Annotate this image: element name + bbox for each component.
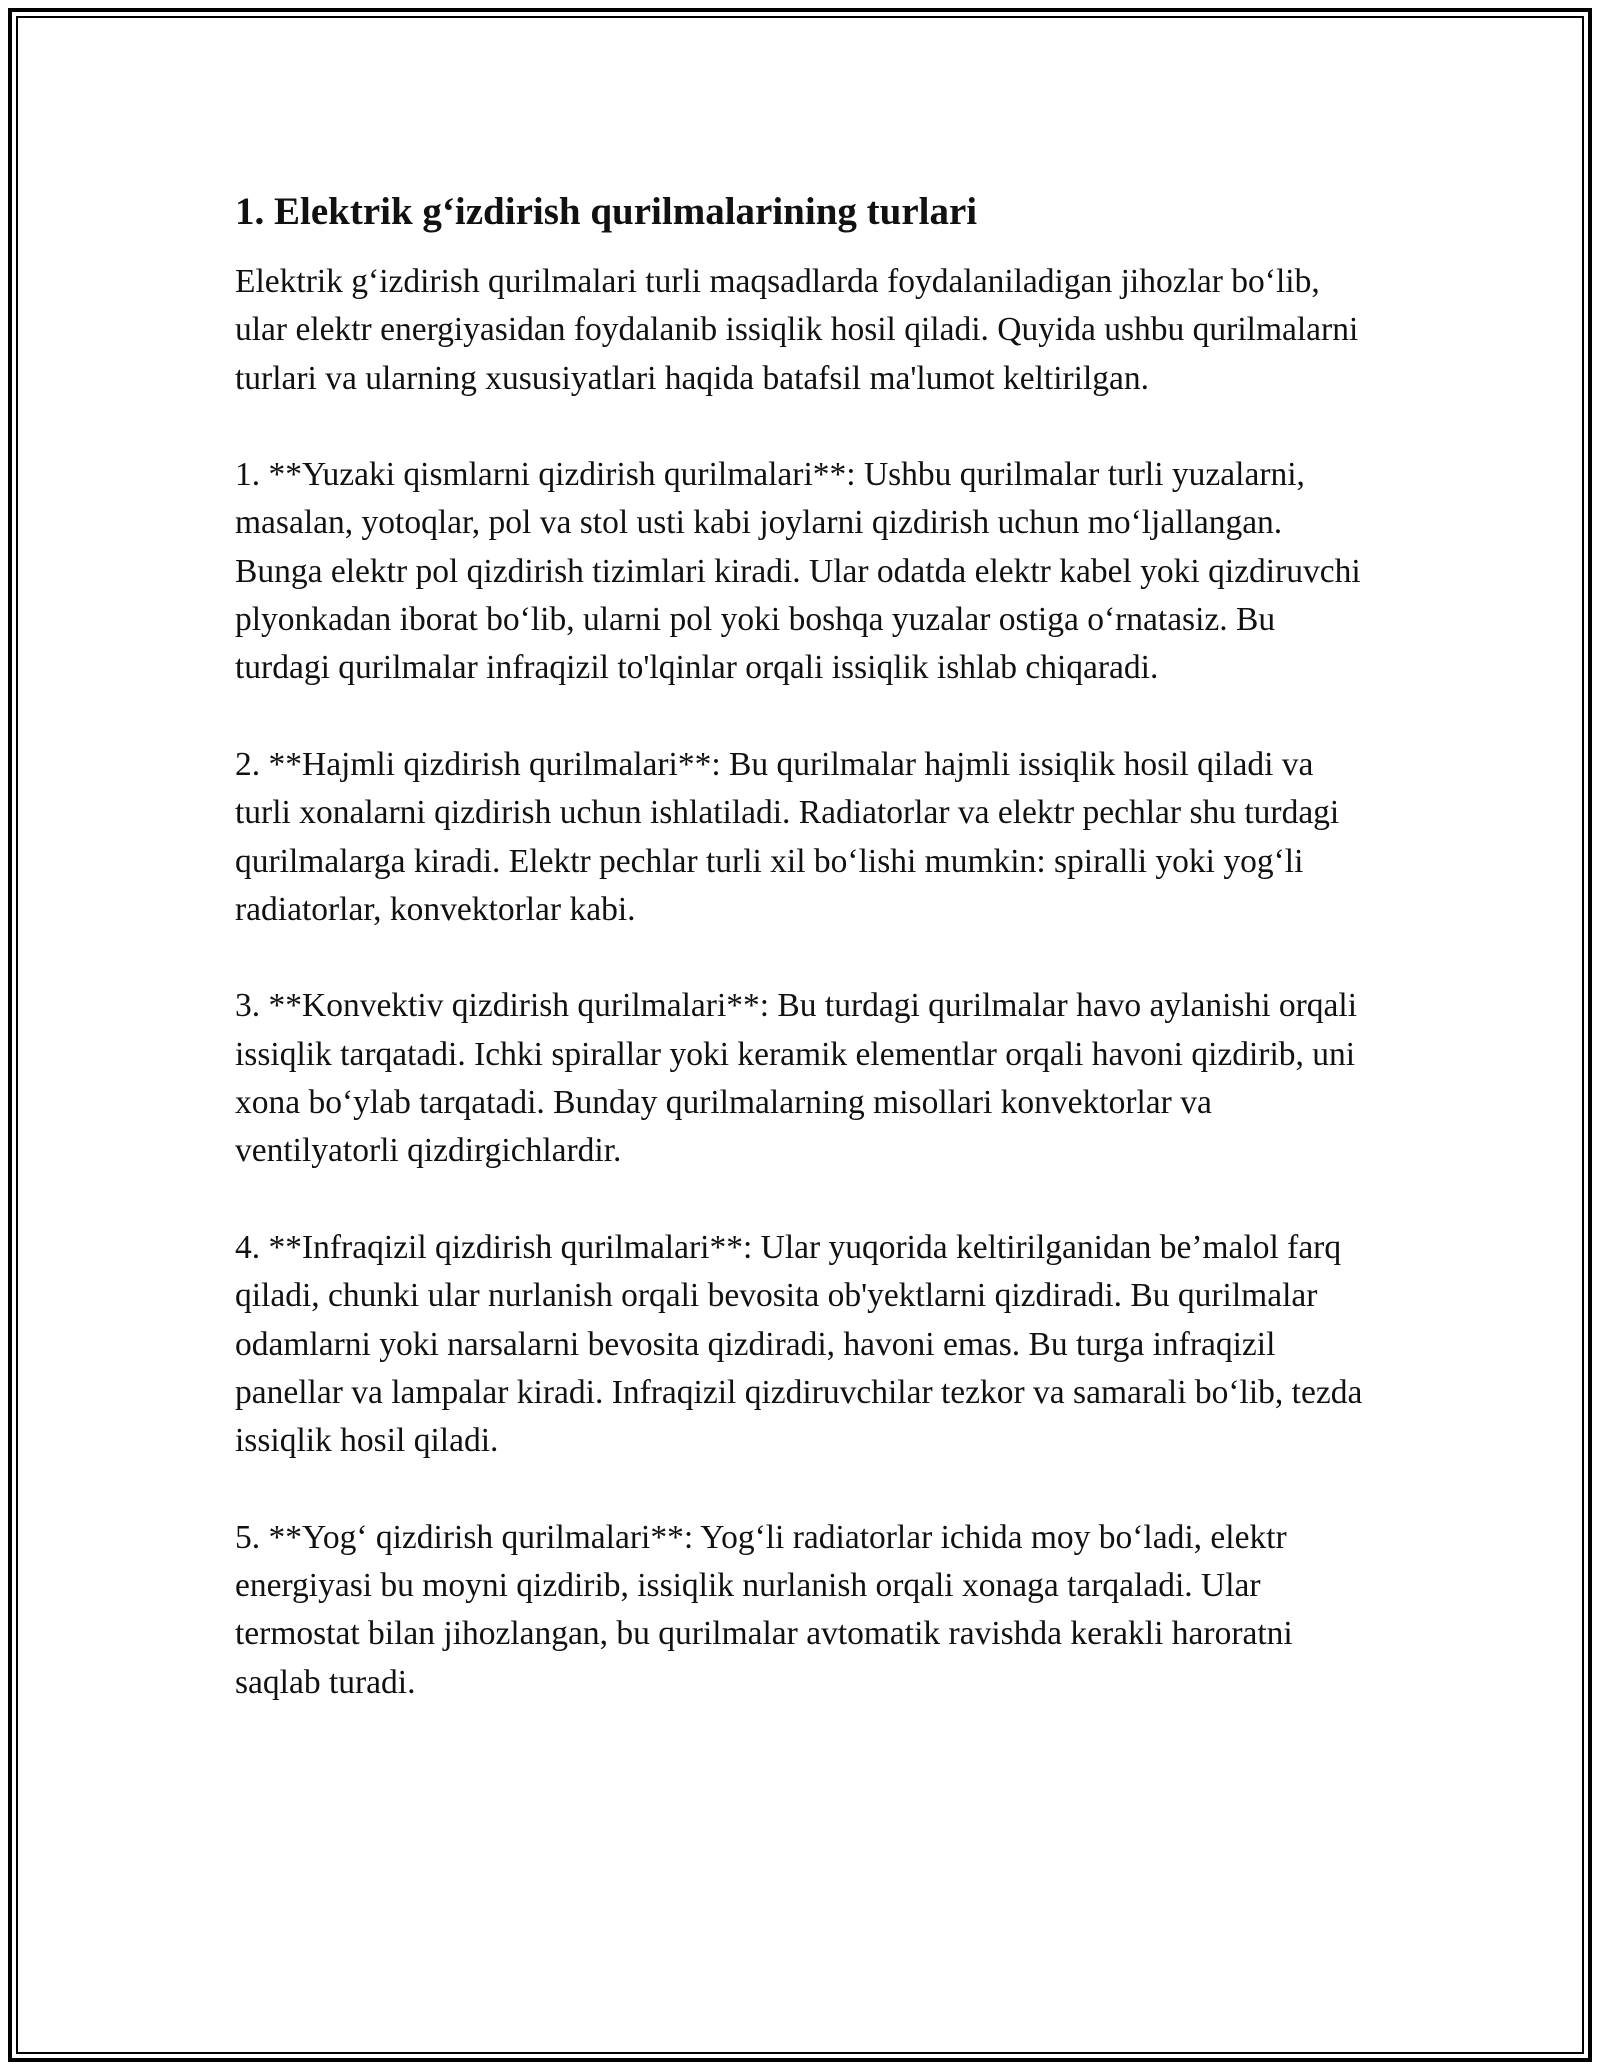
list-item-convective-heating: 3. **Konvektiv qizdirish qurilmalari**: Bu turdagi qurilmalar havo aylanishi orqali issiqlik tarqatadi. Ichki spirallar yoki keramik elementlar orqali havoni qizdirib, uni xona bo‘ylab tarqatadi. Bunday qurilmalarning misollari konvektorlar va ventilyatorli qizdirgichlardir. bbox=[235, 987, 1358, 1170]
document-body bbox=[235, 186, 1370, 1755]
intro-paragraph: Elektrik g‘izdirish qurilmalari turli maqsadlarda foydalaniladigan jihozlar bo‘lib, ular elektr energiyasidan foydalanib issiqlik hosil qiladi. Quyida ushbu qurilmalarni turlari va ularning xususiyatlari haqida batafsil ma'lumot keltirilgan. bbox=[235, 263, 1359, 397]
section-heading: 1. Elektrik g‘izdirish qurilmalarining turlari bbox=[235, 190, 978, 233]
list-item-volume-heating: 2. **Hajmli qizdirish qurilmalari**: Bu qurilmalar hajmli issiqlik hosil qiladi va turli xonalarni qizdirish uchun ishlatiladi. Radiatorlar va elektr pechlar shu turdagi qurilmalarga kiradi. Elektr pechlar turli xil bo‘lishi mumkin: spiralli yoki yog‘li radiatorlar, konvektorlar kabi. bbox=[235, 745, 1340, 928]
list-item-infrared-heating: 4. **Infraqizil qizdirish qurilmalari**: Ular yuqorida keltirilganidan be’malol farq qiladi, chunki ular nurlanish orqali bevosita ob'yektlarni qizdiradi. Bu qurilmalar odamlarni yoki narsalarni bevosita qizdiradi, havoni emas. Bu turga infraqizil panellar va lampalar kiradi. Infraqizil qizdiruvchilar tezkor va samarali bo‘lib, tezda issiqlik hosil qiladi. bbox=[235, 1228, 1363, 1460]
list-item-surface-heating: 1. **Yuzaki qismlarni qizdirish qurilmalari**: Ushbu qurilmalar turli yuzalarni, masalan, yotoqlar, pol va stol usti kabi joylarni qizdirish uchun mo‘ljallangan. Bunga elektr pol qizdirish tizimlari kiradi. Ular odatda elektr kabel yoki qizdiruvchi plyonkadan iborat bo‘lib, ularni pol yoki boshqa yuzalar ostiga o‘rnatasiz. Bu turdagi qurilmalar infraqizil to'lqinlar orqali issiqlik ishlab chiqaradi. bbox=[235, 456, 1361, 687]
list-item-oil-heating: 5. **Yog‘ qizdirish qurilmalari**: Yog‘li radiatorlar ichida moy bo‘ladi, elektr energiyasi bu moyni qizdirib, issiqlik nurlanish orqali xonaga tarqaladi. Ular termostat bilan jihozlangan, bu qurilmalar avtomatik ravishda kerakli haroratni saqlab turadi. bbox=[235, 1518, 1293, 1701]
